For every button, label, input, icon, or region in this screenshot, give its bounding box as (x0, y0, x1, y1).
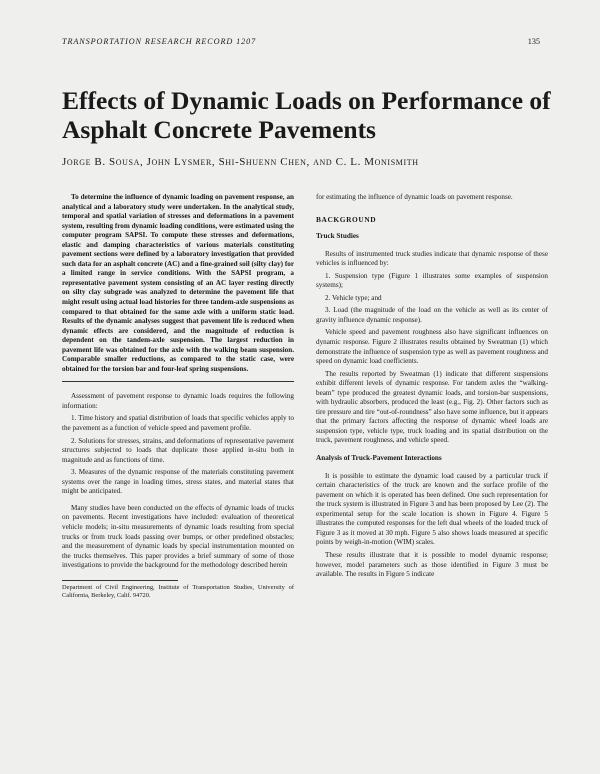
section-heading-background: BACKGROUND (316, 214, 377, 224)
requirement-item-2: 2. Solutions for stresses, strains, and deformations of representative pavement structures subjected to loads that duplicate those applied in-situ both in magnitude and as functions of time. (62, 436, 294, 464)
studies-paragraph: Many studies have been conducted on the effects of dynamic loads of trucks on pavements. Recent investigations have included: evaluation of theoretical vehicle models; in-situ measurements of dynamic loads resulting from special trucks or from truck loads passing over bumps, or other predefined obstacles; and the measurement of dynamic loads by special instrumentation mounted on the trucks themselves. This paper provides a brief summary of some of those investigations to provide the background for the methodology described herein (62, 503, 294, 570)
abstract-divider (62, 381, 294, 382)
author-list: Jorge B. Sousa, John Lysmer, Shi-Shuenn Chen, and C. L. Monismith (62, 156, 419, 168)
factor-item-2: 2. Vehicle type; and (325, 293, 382, 302)
factor-item-3: 3. Load (the magnitude of the load on the vehicle as well as its center of gravity influence dynamic response). (316, 306, 548, 324)
subheading-truck-studies: Truck Studies (316, 232, 359, 241)
right-column (316, 193, 548, 583)
estimate-paragraph: It is possible to estimate the dynamic load caused by a particular truck if certain characteristics of the truck are known and the surface profile of the pavement on which it is operated has been defined. One such representation for the truck system is illustrated in Figure 3 and has been proposed by Lee (2). The experimental setup for the scale location is shown in Figure 4. Figure 5 illustrates the computed responses for the left dual wheels of the loaded truck of Figure 3 as it moved at 30 mph. Figure 5 also shows loads measured at specific points by weigh-in-motion (WIM) scales. (316, 471, 548, 547)
footnote-divider (62, 580, 178, 581)
paper-title: Effects of Dynamic Loads on Performance of Asphalt Concrete Pavements (62, 86, 551, 144)
continued-paragraph: for estimating the influence of dynamic loads on pavement response. (316, 193, 513, 201)
results-paragraph: Results of instrumented truck studies indicate that dynamic response of these vehicles is influenced by: (316, 249, 548, 268)
model-paragraph: These results illustrate that it is possible to model dynamic response; however, model parameters such as those identified in Figure 3 must be available. The results in Figure 5 indicate (316, 550, 548, 579)
requirement-item-1: 1. Time history and spatial distribution of loads that specific vehicles apply to the pavement as a function of vehicle speed and pavement profile. (62, 414, 294, 433)
abstract (62, 193, 294, 374)
intro-paragraph: Assessment of pavement response to dynamic loads requires the following information: (62, 392, 294, 410)
journal-name: TRANSPORTATION RESEARCH RECORD 1207 (62, 37, 257, 46)
speed-paragraph: Vehicle speed and pavement roughness also have significant influences on dynamic response. Figure 2 illustrates results obtained by Sweatman (1) which demonstrate the influence of suspension type as well as pavement roughness and speed on dynamic load coefficients. (316, 328, 548, 366)
affiliation-footnote: Department of Civil Engineering, Institute of Transportation Studies, University of California, Berkeley, Calif. 94720. (62, 583, 294, 599)
abstract-text: To determine the influence of dynamic loading on pavement response, an analytical and a laboratory study were undertaken. In the analytical study, temporal and spatial variation of stresses and deformations in a pavement system, resulting from dynamic loading conditions, were estimated using the computer program SAPSI. To compute these stresses and deformations, elastic and damping characteristics of various materials constituting pavement sections were defined by a laboratory investigation that provided such data for an asphalt concrete (AC) and a fine-grained soil (silty clay) for a limited range in service conditions. With the SAPSI program, a representative pavement system consisting of an AC layer resting directly on silty clay subgrade was analyzed to determine the pavement life that might result using actual load histories for three tandem-axle suspensions as compared to that obtained for the same axle with a uniform static load. Results of the dynamic analyses suggest that pavement life is reduced when dynamic effects are considered, and the magnitude of reduction is dependent on the tandem-axle suspension. The largest reduction in pavement life was obtained for the axle with the walking beam suspension. Comparable smaller reductions, as compared to the static case, were obtained for the torsion bar and four-leaf spring suspensions. (62, 193, 294, 373)
page-number: 135 (527, 37, 540, 46)
subheading-analysis: Analysis of Truck-Pavement Interactions (316, 454, 442, 463)
running-head (62, 37, 540, 46)
factor-item-1: 1. Suspension type (Figure 1 illustrates some examples of suspension systems); (316, 271, 548, 290)
requirement-item-3: 3. Measures of the dynamic response of the materials constituting pavement systems over the range in loading times, stress states, and material states that might be anticipated. (62, 468, 294, 496)
left-column (62, 193, 294, 600)
sweatman-paragraph: The results reported by Sweatman (1) indicate that different suspensions exhibit different levels of dynamic response. For tandem axles the “walking-beam” type produced the greatest dynamic loads, and torsion-bar suspensions, with hydraulic absorbers, produced the least (e.g., Fig. 2). Other factors such as tire pressure and tire “out-of-roundness” also have some influence, but it appears that the primary factors affecting the response of dynamic wheel loads are suspension type, vehicle type, truck loading and its spatial distribution on the truck, pavement roughness, and vehicle speed. (316, 369, 548, 445)
